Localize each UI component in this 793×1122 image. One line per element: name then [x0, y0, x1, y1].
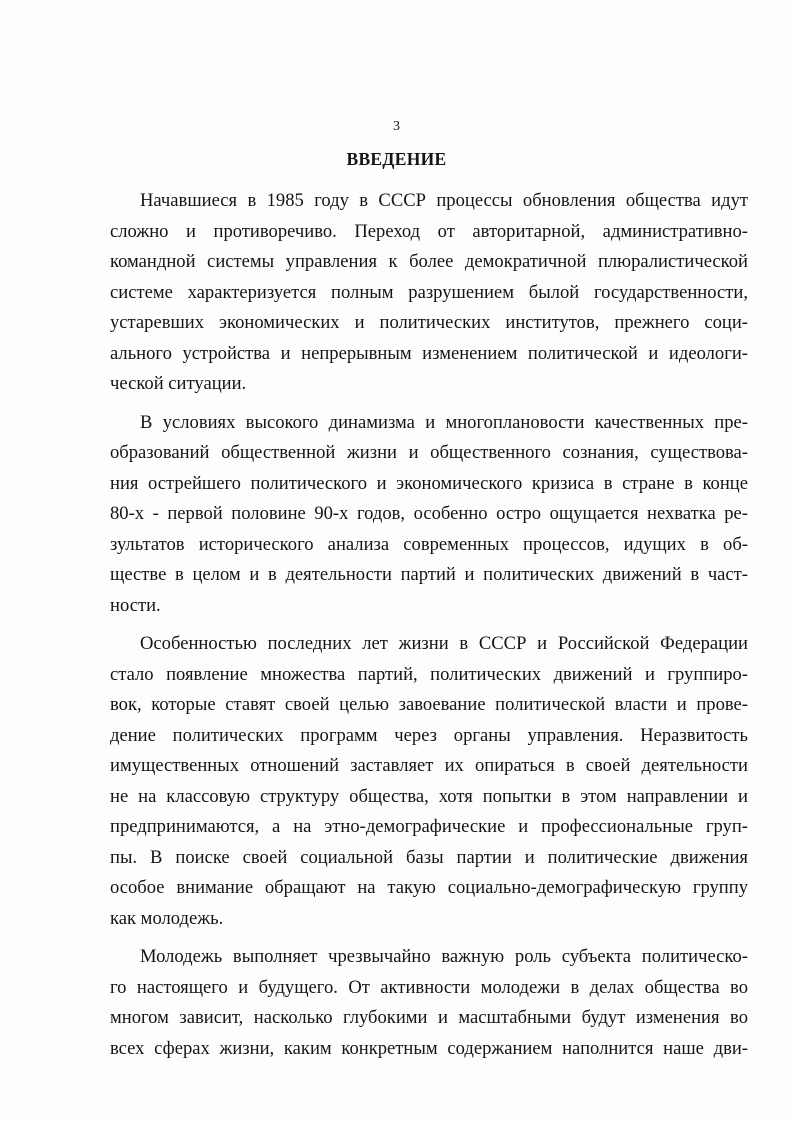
text-line: Молодежь выполняет чрезвычайно важную роль субъекта политическо-	[140, 946, 748, 967]
text-line: всех сферах жизни, каким конкретным содержанием наполнится наше дви-	[110, 1037, 748, 1059]
text-line: предпринимаются, а на этно-демографические и профессиональные груп-	[110, 816, 748, 837]
text-line: сложно и противоречиво. Переход от авторитарной, административно-	[110, 220, 748, 242]
page-number: 3	[393, 119, 400, 134]
text-line: ального устройства и непрерывным изменением политической и идеологи-	[110, 342, 748, 364]
page-title: ВВЕДЕНИЕ	[346, 149, 447, 169]
text-line: пы. В поиске своей социальной базы партии и политические движения	[110, 846, 748, 868]
text-line: 80-х - первой половине 90-х годов, особенно остро ощущается нехватка ре-	[110, 503, 748, 524]
text-line: ческой ситуации.	[110, 373, 247, 394]
paragraph-4	[110, 942, 748, 1064]
text-line: ществе в целом и в деятельности партий и политических движений в част-	[110, 564, 748, 585]
text-line: системе характеризуется полным разрушением былой государственности,	[110, 281, 748, 303]
text-line: особое внимание обращают на такую социально-демографическую группу	[110, 877, 748, 898]
text-line: имущественных отношений заставляет их опираться в своей деятельности	[110, 755, 748, 776]
text-line: дение политических программ через органы управления. Неразвитость	[110, 724, 748, 746]
text-line: устаревших экономических и политических институтов, прежнего соци-	[110, 312, 748, 333]
text-line: Начавшиеся в 1985 году в СССР процессы обновления общества идут	[140, 190, 748, 211]
text-line: ности.	[110, 594, 161, 616]
text-line: вок, которые ставят своей целью завоевание политической власти и прове-	[110, 694, 748, 715]
text-line: многом зависит, насколько глубокими и масштабными будут изменения во	[110, 1007, 748, 1028]
paragraph-2	[110, 408, 748, 622]
text-line: не на классовую структуру общества, хотя попытки в этом направлении и	[110, 785, 748, 807]
document-body	[110, 186, 748, 1072]
text-line: В условиях высокого динамизма и многоплановости качественных пре-	[140, 411, 748, 433]
text-line: зультатов исторического анализа современных процессов, идущих в об-	[110, 533, 748, 555]
text-line: ния острейшего политического и экономического кризиса в стране в конце	[110, 472, 748, 494]
paragraph-3	[110, 629, 748, 934]
paragraph-1	[110, 186, 748, 400]
text-line: образований общественной жизни и общественного сознания, существова-	[110, 442, 748, 463]
text-line: стало появление множества партий, политических движений и группиро-	[110, 663, 748, 685]
text-line: го настоящего и будущего. От активности молодежи в делах общества во	[110, 976, 748, 998]
text-line: командной системы управления к более демократичной плюралистической	[110, 251, 748, 272]
text-line: как молодежь.	[110, 907, 224, 929]
text-line: Особенностью последних лет жизни в СССР и Российской Федерации	[140, 633, 748, 654]
